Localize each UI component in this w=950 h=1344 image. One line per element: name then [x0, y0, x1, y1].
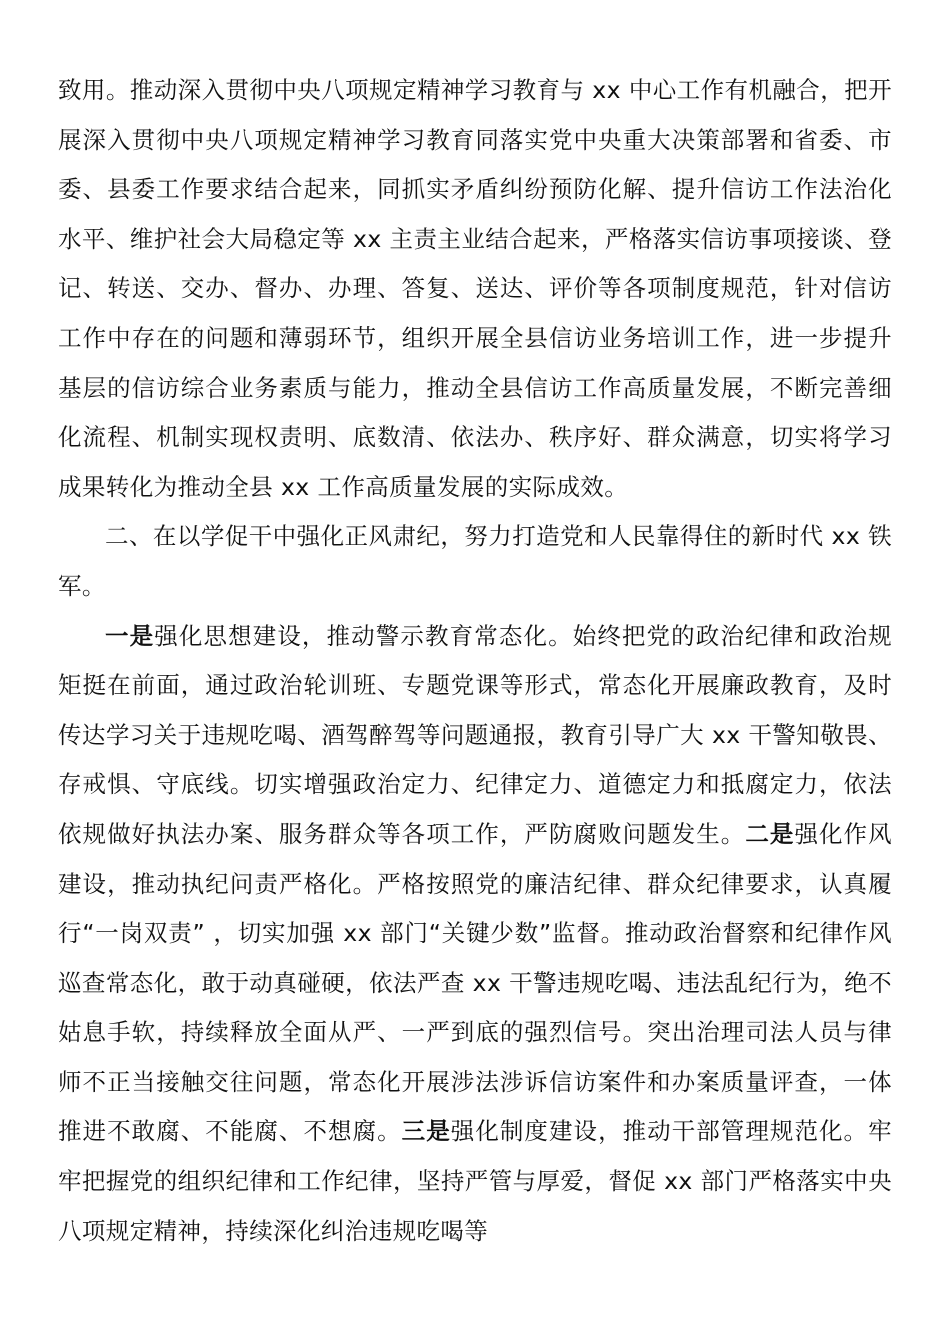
lead-second: 二是: [745, 819, 795, 848]
measure-first-text: 强化思想建设，推动警示教育常态化。始终把党的政治纪律和政治规矩挺在前面，通过政治轮训班、专题党课等形式，常态化开展廉政教育，及时传达学习关于违规吃喝、酒驾醉驾等问题通报，教育引导广大 xx 干警知敬畏、存戒惧、守底线。切实增强政治定力、纪律定力、道德定力和抵腐定力，依法依规做好执法办案、服务群众等各项工作，严防腐败问题发生。: [58, 621, 892, 848]
paragraph-continuation: 致用。推动深入贯彻中央八项规定精神学习教育与 xx 中心工作有机融合，把开展深入贯彻中央八项规定精神学习教育同落实党中央重大决策部署和省委、市委、县委工作要求结合起来，同抓实矛盾纠纷预防化解、提升信访工作法治化水平、维护社会大局稳定等 xx 主责主业结合起来，严格落实信访事项接谈、登记、转送、交办、督办、办理、答复、送达、评价等各项制度规范，针对信访工作中存在的问题和薄弱环节，组织开展全县信访业务培训工作，进一步提升基层的信访综合业务素质与能力，推动全县信访工作高质量发展，不断完善细化流程、机制实现权责明、底数清、依法办、秩序好、群众满意，切实将学习成果转化为推动全县 xx 工作高质量发展的实际成效。: [58, 76, 892, 501]
measure-third-text: 强化制度建设，推动干部管理规范化。牢牢把握党的组织纪律和工作纪律，坚持严管与厚爱，督促 xx 部门严格落实中央八项规定精神，持续深化纠治违规吃喝等: [58, 1117, 892, 1245]
lead-third: 三是: [401, 1117, 451, 1146]
lead-first: 一是: [105, 621, 155, 650]
section-heading: 二、在以学促干中强化正风肃纪，努力打造党和人民靠得住的新时代 xx 铁军。: [58, 522, 892, 600]
document-body: [58, 66, 892, 1256]
paragraph-measures: [58, 612, 892, 1257]
measure-second-text: 强化作风建设，推动执纪问责严格化。严格按照党的廉洁纪律、群众纪律要求，认真履行“一岗双责” ，切实加强 xx 部门“关键少数”监督。推动政治督察和纪律作风巡查常态化，敢于动真碰硬，依法严查 xx 干警违规吃喝、违法乱纪行为，绝不姑息手软，持续释放全面从严、一严到底的强烈信号。突出治理司法人员与律师不正当接触交往问题，常态化开展涉法涉诉信访案件和办案质量评查，一体推进不敢腐、不能腐、不想腐。: [58, 819, 892, 1146]
